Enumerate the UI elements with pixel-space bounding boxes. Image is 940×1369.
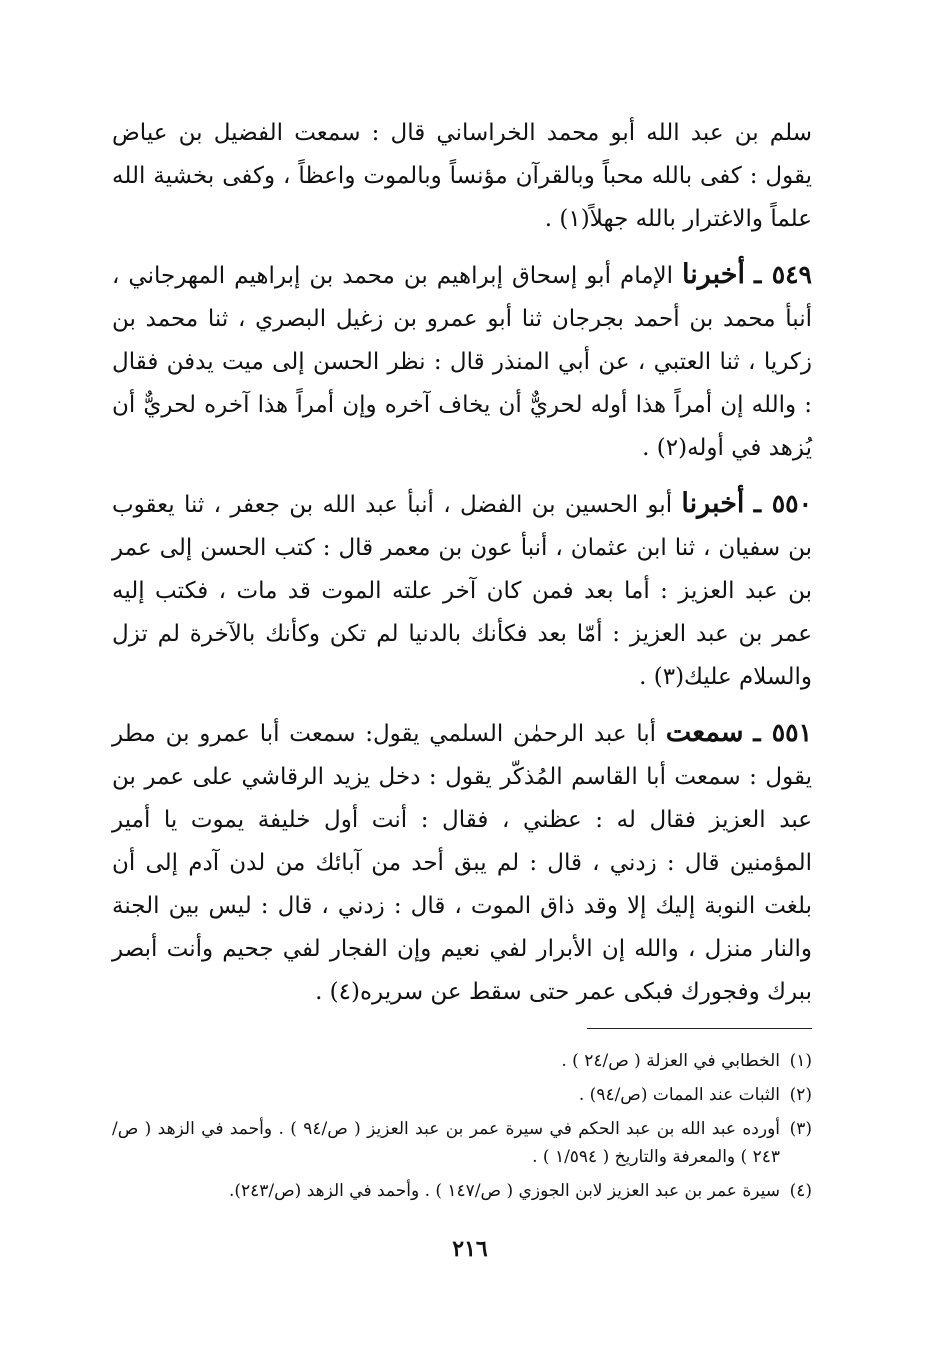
- paragraph-text: أبو الحسين بن الفضل ، أنبأ عبد الله بن جعفر ، ثنا يعقوب بن سفيان ، ثنا ابن عثمان ، أنبأ عون بن معمر قال : كتب الحسن إلى عمر بن عبد العزيز : أما بعد فمن كان آخر علته الموت قد مات ، فكتب إليه عمر بن عبد العزيز : أمّا بعد فكأنك بالدنيا لم تكن وكأنك بالآخرة لم تزل والسلام عليك(٣) .: [112, 492, 812, 690]
- paragraph-text: سلم بن عبد الله أبو محمد الخراساني قال : سمعت الفضيل بن عياض يقول : كفى بالله محباً وبالقرآن مؤنساً وبالموت واعظاً ، وكفى بخشية الله علماً والاغترار بالله جهلاً(١) .: [112, 120, 812, 232]
- footnote-4: [112, 1177, 812, 1205]
- footnote-2: [112, 1081, 812, 1109]
- page-content: [112, 112, 812, 1211]
- paragraph-551: [112, 711, 812, 1014]
- paragraph-text: أبا عبد الرحمٰن السلمي يقول: سمعت أبا عمرو بن مطر يقول : سمعت أبا القاسم المُذكّر يقول : دخل يزيد الرقاشي على عمر بن عبد العزيز فقال له : عظني ، فقال : أنت أول خليفة يموت يا أمير المؤمنين قال : زدني ، قال : لم يبق أحد من آبائك من لدن آدم إلى أن بلغت النوبة إليك إلا وقد ذاق الموت ، قال : زدني ، قال : ليس بين الجنة والنار منزل ، والله إن الأبرار لفي نعيم وإن الفجار لفي جحيم وأنت أبصر ببرك وفجورك فبكى عمر حتى سقط عن سريره(٤) .: [112, 721, 812, 1005]
- entry-keyword: أخبرنا: [682, 259, 745, 290]
- footnote-text: أورده عبد الله بن عبد الحكم في سيرة عمر بن عبد العزيز ( ص/٩٤ ) . وأحمد في الزهد ( ص/٢٤٣ ) والمعرفة والتاريخ ( ١/٥٩٤ ) .: [112, 1119, 781, 1167]
- footnote-text: الثبات عند الممات (ص/٩٤) .: [578, 1085, 780, 1105]
- entry-number: ٥٤٩ ـ: [753, 260, 812, 289]
- footnote-separator: [587, 1028, 812, 1029]
- footnote-number: (٤): [789, 1181, 812, 1201]
- footnote-number: (٣): [789, 1119, 812, 1139]
- page-number: ٢١٦: [452, 1236, 488, 1262]
- entry-number: ٥٥١ ـ: [753, 718, 813, 747]
- entry-number: ٥٥٠ ـ: [753, 489, 813, 518]
- paragraph-548-continuation: [112, 112, 812, 241]
- entry-keyword: سمعت: [665, 717, 744, 748]
- entry-keyword: أخبرنا: [681, 488, 745, 519]
- footnote-number: (٢): [789, 1085, 812, 1105]
- paragraph-550: [112, 482, 812, 699]
- footnote-text: الخطابي في العزلة ( ص/٢٤ ) .: [561, 1051, 780, 1071]
- paragraph-549: [112, 253, 812, 470]
- footnote-1: [112, 1047, 812, 1075]
- footnote-3: [112, 1115, 812, 1171]
- footnote-text: سيرة عمر بن عبد العزيز لابن الجوزي ( ص/١٤٧ ) . وأحمد في الزهد (ص/٢٤٣).: [228, 1181, 780, 1201]
- paragraph-text: الإمام أبو إسحاق إبراهيم بن محمد بن إبراهيم المهرجاني ، أنبأ محمد بن أحمد بجرجان ثنا أبو عمرو بن زغيل البصري ، ثنا محمد بن زكريا ، ثنا العتبي ، عن أبي المنذر قال : نظر الحسن إلى ميت يدفن فقال : والله إن أمراً هذا أوله لحريٌّ أن يخاف آخره وإن أمراً هذا آخره لحريٌّ أن يُزهد في أوله(٢) .: [112, 263, 812, 461]
- footnote-number: (١): [789, 1051, 812, 1071]
